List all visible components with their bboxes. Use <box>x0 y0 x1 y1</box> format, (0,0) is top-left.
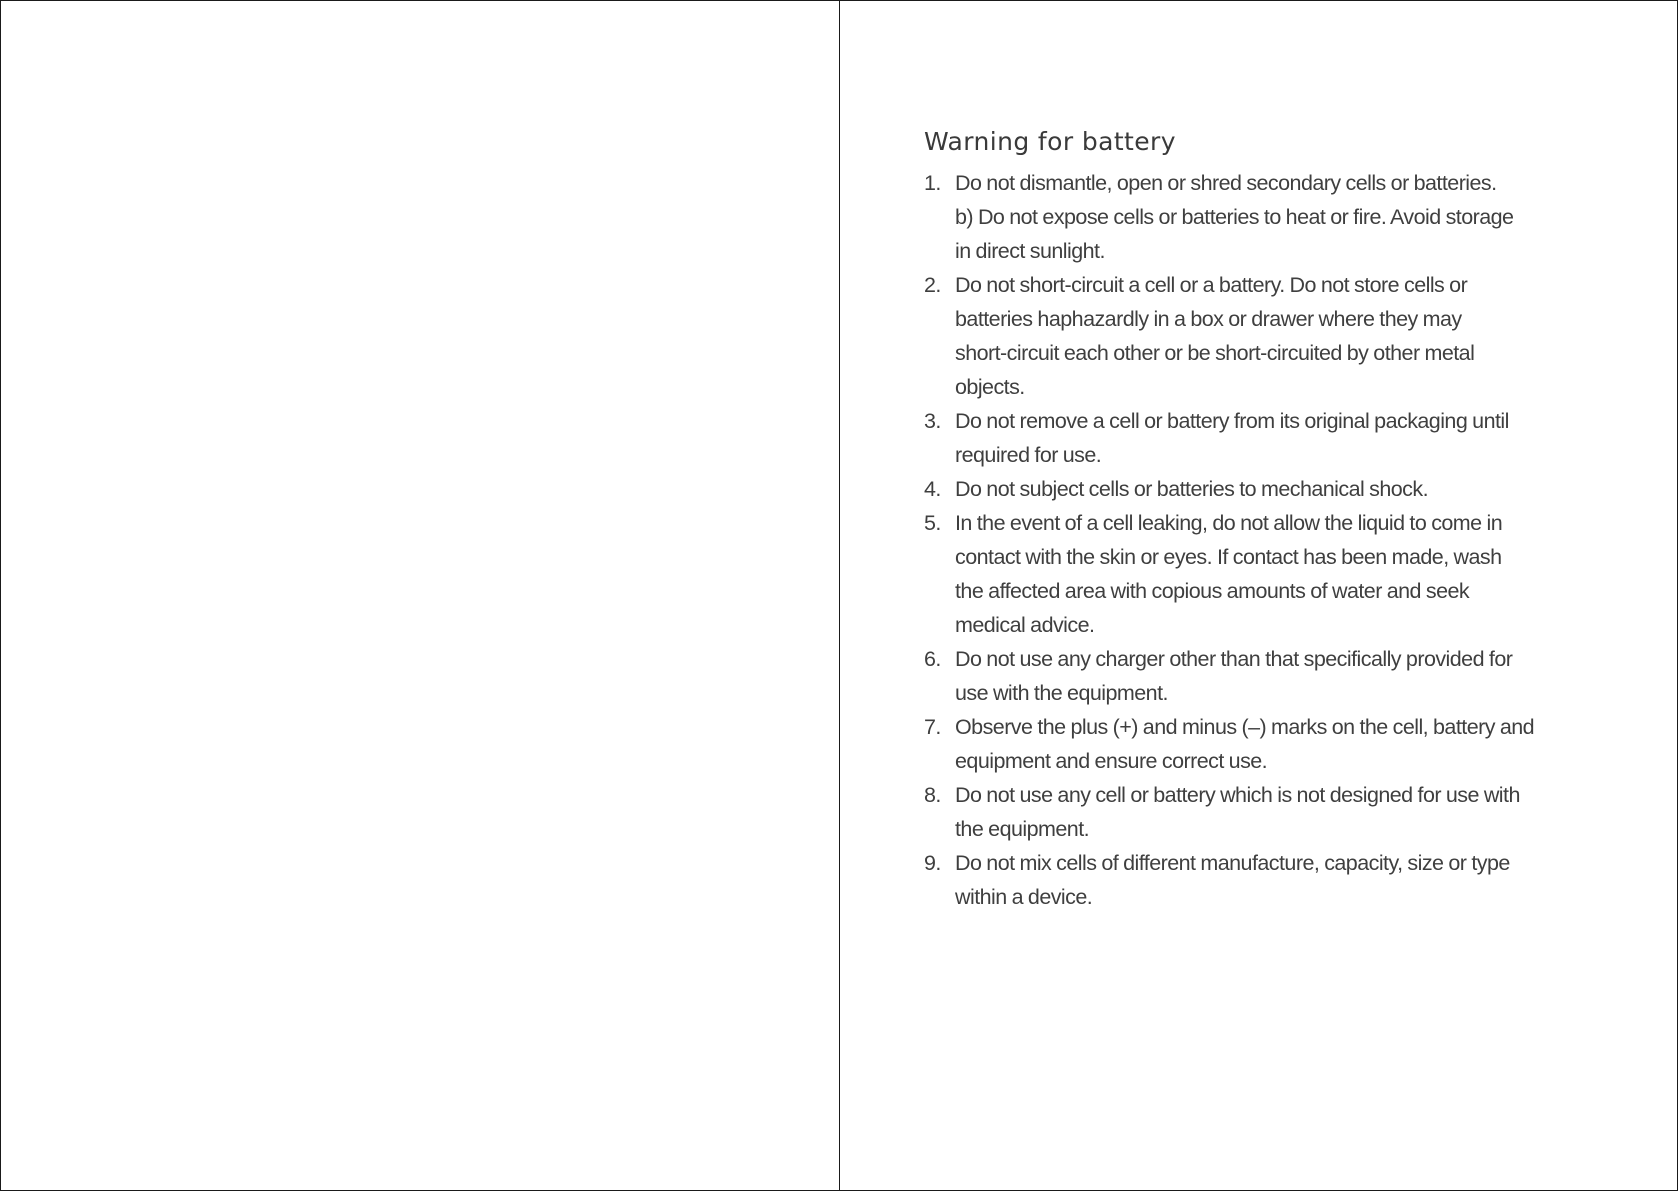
warning-item <box>924 472 1624 506</box>
warning-item <box>924 710 1624 778</box>
warning-item <box>924 642 1624 710</box>
left-page-blank <box>1 1 840 1190</box>
item-text-line: medical advice. <box>955 613 1095 637</box>
item-text-line: Do not dismantle, open or shred secondary cells or batteries. <box>955 171 1497 195</box>
item-number: 5. <box>924 511 941 535</box>
item-number: 7. <box>924 715 941 739</box>
warning-item <box>924 778 1624 846</box>
item-text-line: objects. <box>955 375 1025 399</box>
item-text-line: Do not short-circuit a cell or a battery. Do not store cells or <box>955 273 1468 297</box>
item-text-line: contact with the skin or eyes. If contact has been made, wash <box>955 545 1502 569</box>
item-text-line: Do not subject cells or batteries to mechanical shock. <box>955 477 1428 501</box>
item-text-line: required for use. <box>955 443 1102 467</box>
battery-warning-section <box>924 127 1624 914</box>
item-text-line: the affected area with copious amounts of water and seek <box>955 579 1470 603</box>
item-number: 4. <box>924 477 941 501</box>
warning-item <box>924 166 1624 268</box>
item-text-line: Do not use any cell or battery which is not designed for use with <box>955 783 1520 807</box>
item-number: 3. <box>924 409 941 433</box>
item-text-line: Do not remove a cell or battery from its original packaging until <box>955 409 1509 433</box>
item-text-line: use with the equipment. <box>955 681 1168 705</box>
item-text-line: Do not use any charger other than that specifically provided for <box>955 647 1513 671</box>
item-number: 1. <box>924 171 941 195</box>
item-text-line: Do not mix cells of different manufacture, capacity, size or type <box>955 851 1510 875</box>
item-text-line: In the event of a cell leaking, do not allow the liquid to come in <box>955 511 1503 535</box>
item-text-line: short-circuit each other or be short-circuited by other metal <box>955 341 1475 365</box>
item-text-line: in direct sunlight. <box>955 239 1105 263</box>
item-number: 6. <box>924 647 941 671</box>
item-text-line: batteries haphazardly in a box or drawer where they may <box>955 307 1462 331</box>
warning-item <box>924 506 1624 642</box>
warning-item <box>924 404 1624 472</box>
item-text-line: Observe the plus (+) and minus (–) marks on the cell, battery and <box>955 715 1535 739</box>
item-text-line: equipment and ensure correct use. <box>955 749 1268 773</box>
item-text-line: b) Do not expose cells or batteries to heat or fire. Avoid storage <box>955 205 1514 229</box>
warning-list <box>924 166 1624 914</box>
right-page <box>840 1 1677 1190</box>
item-text-line: within a device. <box>955 885 1093 909</box>
warning-item <box>924 268 1624 404</box>
item-number: 8. <box>924 783 941 807</box>
item-text-line: the equipment. <box>955 817 1090 841</box>
item-number: 9. <box>924 851 941 875</box>
item-number: 2. <box>924 273 941 297</box>
warning-item <box>924 846 1624 914</box>
section-heading: Warning for battery <box>924 127 1176 156</box>
